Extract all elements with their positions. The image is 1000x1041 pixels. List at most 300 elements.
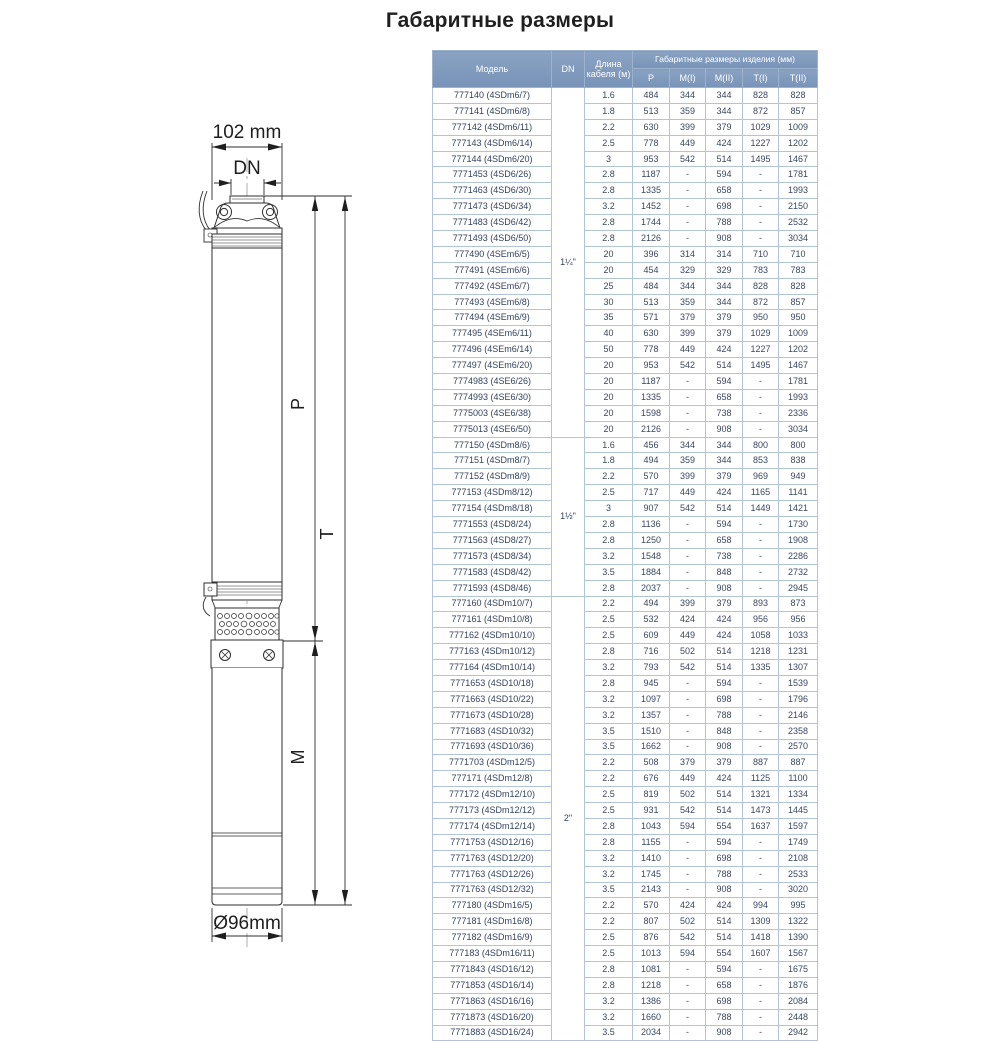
cell-t2: 1141 (779, 485, 818, 501)
cell-m2: 658 (706, 977, 743, 993)
cell-t1: 828 (743, 88, 779, 104)
table-row (433, 723, 818, 739)
cell-m1: 359 (670, 103, 706, 119)
cell-cable-length: 2.8 (585, 231, 633, 247)
cell-m1: - (670, 866, 706, 882)
col-header-cable-length: Длина кабеля (м) (585, 51, 633, 88)
cell-p: 630 (633, 119, 670, 135)
cell-m1: 399 (670, 596, 706, 612)
cell-p: 513 (633, 103, 670, 119)
cell-m1: 314 (670, 246, 706, 262)
cell-m2: 698 (706, 199, 743, 215)
cell-t2: 1993 (779, 183, 818, 199)
cell-p: 609 (633, 628, 670, 644)
cell-model: 777141 (4SDm6/8) (433, 103, 552, 119)
dim-label-dn: DN (233, 158, 261, 179)
table-row (433, 882, 818, 898)
cell-t2: 2084 (779, 993, 818, 1009)
cell-model: 777171 (4SDm12/8) (433, 771, 552, 787)
table-row (433, 803, 818, 819)
cell-m1: 542 (670, 358, 706, 374)
cell-m2: 379 (706, 596, 743, 612)
cell-m1: 379 (670, 755, 706, 771)
dimension-dn (214, 158, 281, 195)
cell-t1: - (743, 231, 779, 247)
cell-m2: 594 (706, 167, 743, 183)
table-row (433, 548, 818, 564)
cell-t1: - (743, 167, 779, 183)
table-row (433, 707, 818, 723)
cell-m2: 848 (706, 564, 743, 580)
cell-p: 931 (633, 803, 670, 819)
cell-p: 2034 (633, 1025, 670, 1041)
cell-t1: 950 (743, 310, 779, 326)
cell-t1: - (743, 405, 779, 421)
table-row (433, 485, 818, 501)
col-header-dimensions-group: Габаритные размеры изделия (мм) (633, 51, 818, 69)
cell-model: 7775003 (4SE6/38) (433, 405, 552, 421)
cell-model: 777494 (4SEm6/9) (433, 310, 552, 326)
cell-t1: - (743, 215, 779, 231)
table-body (433, 88, 818, 1041)
cell-cable-length: 2.8 (585, 977, 633, 993)
cell-m2: 344 (706, 103, 743, 119)
cell-m1: 542 (670, 151, 706, 167)
cell-cable-length: 20 (585, 246, 633, 262)
table-row (433, 374, 818, 390)
cell-m1: 424 (670, 612, 706, 628)
cell-t1: - (743, 707, 779, 723)
table-row (433, 88, 818, 104)
table-row (433, 532, 818, 548)
cell-t2: 2150 (779, 199, 818, 215)
table-row (433, 103, 818, 119)
cell-t1: 1607 (743, 946, 779, 962)
cell-t2: 1781 (779, 167, 818, 183)
cell-m2: 514 (706, 644, 743, 660)
cell-t2: 1231 (779, 644, 818, 660)
table-row (433, 342, 818, 358)
cell-p: 484 (633, 88, 670, 104)
cell-model: 777160 (4SDm10/7) (433, 596, 552, 612)
cell-p: 456 (633, 437, 670, 453)
cell-cable-length: 20 (585, 421, 633, 437)
table-row (433, 278, 818, 294)
cell-t1: 1218 (743, 644, 779, 660)
cell-p: 454 (633, 262, 670, 278)
cell-t1: - (743, 723, 779, 739)
cell-p: 819 (633, 787, 670, 803)
table-row (433, 151, 818, 167)
table-row (433, 421, 818, 437)
cell-cable-length: 2.5 (585, 628, 633, 644)
cell-t1: - (743, 548, 779, 564)
cell-m1: - (670, 739, 706, 755)
cell-t1: 872 (743, 103, 779, 119)
cell-dn-group: 1¼" (552, 88, 585, 438)
dimensions-table-grid (432, 50, 818, 1041)
cell-m2: 514 (706, 358, 743, 374)
cell-m1: - (670, 850, 706, 866)
cell-t1: - (743, 389, 779, 405)
cell-t1: - (743, 532, 779, 548)
table-row (433, 231, 818, 247)
cell-m2: 788 (706, 866, 743, 882)
cell-m2: 594 (706, 834, 743, 850)
cell-t2: 1009 (779, 119, 818, 135)
table-row (433, 660, 818, 676)
cell-model: 7771463 (4SD6/30) (433, 183, 552, 199)
cell-t1: 872 (743, 294, 779, 310)
cell-m1: 399 (670, 469, 706, 485)
cell-m2: 908 (706, 882, 743, 898)
cell-m1: 449 (670, 485, 706, 501)
table-row (433, 262, 818, 278)
cell-model: 777150 (4SDm8/6) (433, 437, 552, 453)
cell-m2: 314 (706, 246, 743, 262)
cell-p: 508 (633, 755, 670, 771)
table-row (433, 469, 818, 485)
cell-m1: - (670, 993, 706, 1009)
cell-p: 484 (633, 278, 670, 294)
cell-p: 1335 (633, 389, 670, 405)
table-row (433, 628, 818, 644)
cell-m2: 658 (706, 183, 743, 199)
cell-m2: 658 (706, 389, 743, 405)
cell-t2: 2533 (779, 866, 818, 882)
cell-p: 532 (633, 612, 670, 628)
cell-cable-length: 2.2 (585, 771, 633, 787)
cell-model: 7771583 (4SD8/42) (433, 564, 552, 580)
cell-t2: 1033 (779, 628, 818, 644)
cell-t1: - (743, 993, 779, 1009)
cell-t2: 1334 (779, 787, 818, 803)
table-row (433, 755, 818, 771)
table-row (433, 739, 818, 755)
cell-cable-length: 3.2 (585, 660, 633, 676)
cell-model: 777491 (4SEm6/6) (433, 262, 552, 278)
table-row (433, 993, 818, 1009)
cell-t1: 1227 (743, 342, 779, 358)
table-row (433, 1025, 818, 1041)
cell-model: 777143 (4SDm6/14) (433, 135, 552, 151)
pump-intake-screen (215, 608, 279, 640)
cell-t2: 3020 (779, 882, 818, 898)
cell-model: 777152 (4SDm8/9) (433, 469, 552, 485)
cell-t2: 1100 (779, 771, 818, 787)
cell-cable-length: 2.8 (585, 818, 633, 834)
col-header-t2: T(II) (779, 69, 818, 88)
cell-t1: 710 (743, 246, 779, 262)
cell-t2: 3034 (779, 421, 818, 437)
cell-p: 876 (633, 930, 670, 946)
cell-p: 1081 (633, 961, 670, 977)
cell-p: 1662 (633, 739, 670, 755)
cell-m1: 449 (670, 135, 706, 151)
cell-t2: 828 (779, 278, 818, 294)
cell-m2: 344 (706, 278, 743, 294)
cell-m2: 424 (706, 485, 743, 501)
cell-p: 1097 (633, 691, 670, 707)
cell-m1: 399 (670, 119, 706, 135)
cell-m2: 908 (706, 580, 743, 596)
cell-m1: 542 (670, 660, 706, 676)
table-row (433, 771, 818, 787)
cell-cable-length: 2.8 (585, 167, 633, 183)
cell-m2: 379 (706, 310, 743, 326)
cell-m1: - (670, 961, 706, 977)
cell-m2: 788 (706, 707, 743, 723)
cell-cable-length: 2.8 (585, 517, 633, 533)
cell-p: 1598 (633, 405, 670, 421)
cell-cable-length: 3.2 (585, 850, 633, 866)
cell-m1: 542 (670, 501, 706, 517)
cell-t1: 1449 (743, 501, 779, 517)
page-title: Габаритные размеры (385, 9, 615, 32)
cell-p: 1155 (633, 834, 670, 850)
cell-m1: 344 (670, 437, 706, 453)
cell-model: 7771473 (4SD6/34) (433, 199, 552, 215)
cell-p: 1357 (633, 707, 670, 723)
table-row (433, 644, 818, 660)
cell-m2: 594 (706, 374, 743, 390)
cell-p: 570 (633, 469, 670, 485)
cell-model: 777183 (4SDm16/11) (433, 946, 552, 962)
cell-model: 7771563 (4SD8/27) (433, 532, 552, 548)
table-row (433, 961, 818, 977)
cell-m1: - (670, 421, 706, 437)
cell-m2: 514 (706, 501, 743, 517)
cell-model: 777180 (4SDm16/5) (433, 898, 552, 914)
cell-m1: - (670, 691, 706, 707)
cell-m2: 594 (706, 675, 743, 691)
cell-cable-length: 1.8 (585, 453, 633, 469)
cell-t2: 995 (779, 898, 818, 914)
cell-t2: 1796 (779, 691, 818, 707)
cell-t2: 2945 (779, 580, 818, 596)
dim-label-t: T (317, 528, 337, 540)
cell-t1: 893 (743, 596, 779, 612)
cell-m1: - (670, 517, 706, 533)
cell-model: 7771863 (4SD16/16) (433, 993, 552, 1009)
cell-p: 1548 (633, 548, 670, 564)
cell-m2: 738 (706, 405, 743, 421)
cell-t1: 1227 (743, 135, 779, 151)
cell-p: 2143 (633, 882, 670, 898)
cell-model: 777493 (4SEm6/8) (433, 294, 552, 310)
dim-label-p: P (288, 397, 308, 411)
cell-m2: 424 (706, 342, 743, 358)
cell-model: 777173 (4SDm12/12) (433, 803, 552, 819)
cell-m1: - (670, 374, 706, 390)
cell-m1: 359 (670, 294, 706, 310)
cell-p: 396 (633, 246, 670, 262)
table-row (433, 1009, 818, 1025)
cell-cable-length: 35 (585, 310, 633, 326)
cell-m1: 449 (670, 342, 706, 358)
cell-m2: 344 (706, 88, 743, 104)
pump-rib-band-top (212, 234, 282, 248)
cell-model: 777495 (4SEm6/11) (433, 326, 552, 342)
cell-m1: 542 (670, 930, 706, 946)
cell-t1: 783 (743, 262, 779, 278)
cell-model: 7771763 (4SD12/26) (433, 866, 552, 882)
cell-m1: - (670, 564, 706, 580)
cell-m2: 344 (706, 453, 743, 469)
cell-m1: - (670, 215, 706, 231)
cell-m1: - (670, 675, 706, 691)
cell-cable-length: 1.6 (585, 88, 633, 104)
cell-p: 513 (633, 294, 670, 310)
table-row (433, 517, 818, 533)
cell-t1: 994 (743, 898, 779, 914)
pump-dimension-drawing (0, 0, 400, 1000)
cell-p: 1218 (633, 977, 670, 993)
cell-t2: 1539 (779, 675, 818, 691)
cell-model: 777164 (4SDm10/14) (433, 660, 552, 676)
cell-m2: 329 (706, 262, 743, 278)
cell-p: 793 (633, 660, 670, 676)
cell-t1: - (743, 421, 779, 437)
table-row (433, 787, 818, 803)
cell-model: 777492 (4SEm6/7) (433, 278, 552, 294)
cell-m2: 554 (706, 946, 743, 962)
cell-cable-length: 2.5 (585, 946, 633, 962)
table-row (433, 866, 818, 882)
cell-t2: 2448 (779, 1009, 818, 1025)
cell-t1: - (743, 675, 779, 691)
cell-t1: 1029 (743, 326, 779, 342)
cell-t2: 1876 (779, 977, 818, 993)
cell-model: 777161 (4SDm10/8) (433, 612, 552, 628)
cell-m2: 698 (706, 691, 743, 707)
cell-t1: 853 (743, 453, 779, 469)
cell-m2: 514 (706, 151, 743, 167)
table-row (433, 199, 818, 215)
cell-t1: - (743, 850, 779, 866)
cell-t1: 956 (743, 612, 779, 628)
cell-p: 1884 (633, 564, 670, 580)
cell-t1: - (743, 1009, 779, 1025)
cell-cable-length: 25 (585, 278, 633, 294)
cell-t2: 1467 (779, 358, 818, 374)
cell-p: 1745 (633, 866, 670, 882)
cell-t1: - (743, 374, 779, 390)
cell-m1: 449 (670, 628, 706, 644)
cell-cable-length: 3.5 (585, 723, 633, 739)
dim-label-96mm: Ø96mm (213, 913, 281, 934)
cell-p: 2037 (633, 580, 670, 596)
cell-m1: 344 (670, 88, 706, 104)
col-header-model: Модель (433, 51, 552, 88)
cell-t2: 1307 (779, 660, 818, 676)
cell-t2: 2336 (779, 405, 818, 421)
cell-p: 953 (633, 358, 670, 374)
cell-cable-length: 3.2 (585, 993, 633, 1009)
cell-cable-length: 2.8 (585, 644, 633, 660)
cell-cable-length: 20 (585, 262, 633, 278)
cell-model: 777496 (4SEm6/14) (433, 342, 552, 358)
cell-model: 777181 (4SDm16/8) (433, 914, 552, 930)
cell-cable-length: 3.2 (585, 866, 633, 882)
table-row (433, 215, 818, 231)
cell-m1: - (670, 977, 706, 993)
cell-t1: 828 (743, 278, 779, 294)
cell-p: 1660 (633, 1009, 670, 1025)
cell-m2: 908 (706, 739, 743, 755)
cell-model: 777172 (4SDm12/10) (433, 787, 552, 803)
cell-m1: - (670, 199, 706, 215)
table-row (433, 326, 818, 342)
cell-m1: 359 (670, 453, 706, 469)
cell-t2: 956 (779, 612, 818, 628)
cell-t1: 969 (743, 469, 779, 485)
cell-m2: 908 (706, 231, 743, 247)
cell-cable-length: 3.2 (585, 199, 633, 215)
cell-t1: - (743, 580, 779, 596)
cell-cable-length: 2.8 (585, 183, 633, 199)
cell-p: 717 (633, 485, 670, 501)
cell-t1: 1335 (743, 660, 779, 676)
cell-cable-length: 20 (585, 374, 633, 390)
table-row (433, 246, 818, 262)
cell-m2: 344 (706, 437, 743, 453)
cell-t1: - (743, 183, 779, 199)
cell-cable-length: 30 (585, 294, 633, 310)
cell-p: 1250 (633, 532, 670, 548)
cell-m2: 908 (706, 1025, 743, 1041)
cell-t2: 828 (779, 88, 818, 104)
cell-model: 7771753 (4SD12/16) (433, 834, 552, 850)
table-row (433, 834, 818, 850)
cell-m2: 514 (706, 914, 743, 930)
cell-t2: 1781 (779, 374, 818, 390)
cell-m2: 424 (706, 771, 743, 787)
table-row (433, 405, 818, 421)
cell-cable-length: 3.2 (585, 707, 633, 723)
cell-m1: 329 (670, 262, 706, 278)
cell-model: 777497 (4SEm6/20) (433, 358, 552, 374)
cell-m1: 449 (670, 771, 706, 787)
cell-cable-length: 3.5 (585, 564, 633, 580)
table-row (433, 167, 818, 183)
dim-label-102mm: 102 mm (212, 122, 282, 143)
cell-t2: 2146 (779, 707, 818, 723)
cell-cable-length: 2.2 (585, 914, 633, 930)
cell-cable-length: 2.5 (585, 485, 633, 501)
table-row (433, 850, 818, 866)
cell-t2: 783 (779, 262, 818, 278)
cell-t2: 1467 (779, 151, 818, 167)
table-row (433, 691, 818, 707)
cell-cable-length: 3.2 (585, 1009, 633, 1025)
cell-cable-length: 20 (585, 405, 633, 421)
cell-m2: 788 (706, 1009, 743, 1025)
col-header-m1: M(I) (670, 69, 706, 88)
cell-p: 494 (633, 596, 670, 612)
cell-cable-length: 3 (585, 151, 633, 167)
cell-t2: 1202 (779, 342, 818, 358)
cell-m1: - (670, 723, 706, 739)
cell-t1: 1309 (743, 914, 779, 930)
cell-cable-length: 2.2 (585, 898, 633, 914)
cell-p: 570 (633, 898, 670, 914)
cell-cable-length: 1.8 (585, 103, 633, 119)
cell-t2: 838 (779, 453, 818, 469)
cell-p: 953 (633, 151, 670, 167)
cell-model: 777182 (4SDm16/9) (433, 930, 552, 946)
cell-cable-length: 2.5 (585, 612, 633, 628)
